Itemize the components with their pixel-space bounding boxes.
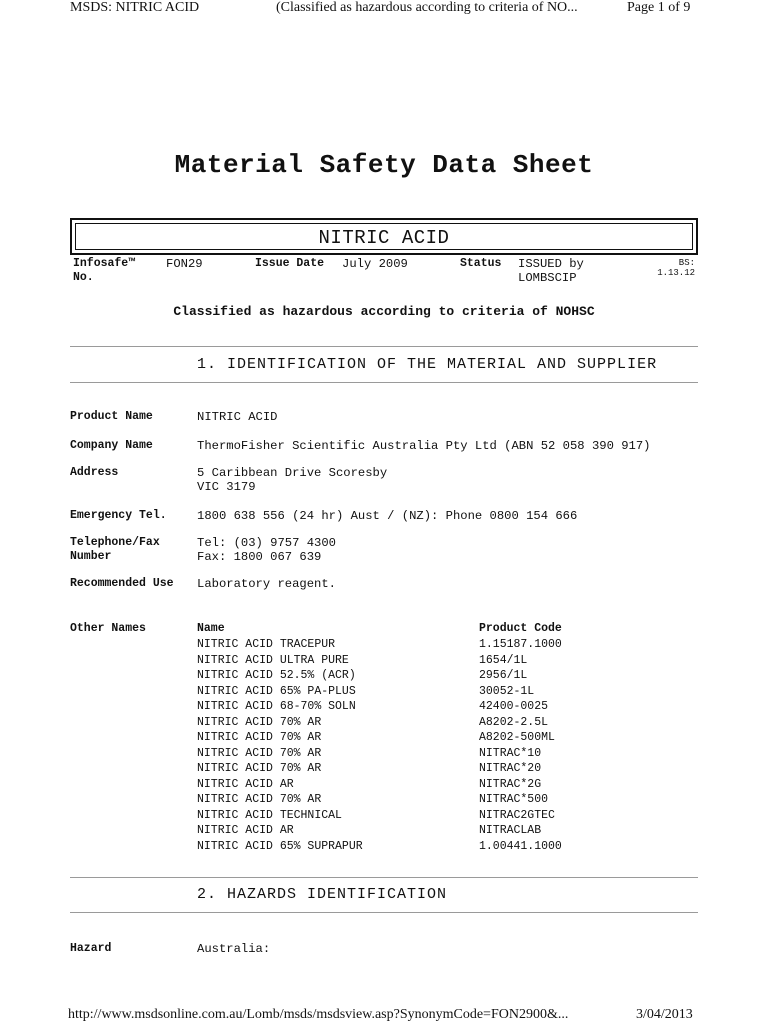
section-1-title: 1. IDENTIFICATION OF THE MATERIAL AND SUPPLIER	[197, 356, 658, 373]
other-names-col-code: Product Code	[479, 622, 562, 635]
table-row	[197, 637, 597, 653]
table-row	[197, 668, 597, 684]
hazard-value: Australia:	[197, 942, 271, 956]
other-name-cell: NITRIC ACID TRACEPUR	[197, 638, 336, 651]
other-names-col-name: Name	[197, 622, 225, 635]
table-row	[197, 653, 597, 669]
classification-statement: Classified as hazardous according to criteria of NOHSC	[173, 304, 595, 319]
product-code-cell: 2956/1L	[479, 669, 528, 682]
product-code-cell: NITRAC*10	[479, 746, 542, 760]
other-names-table	[197, 637, 597, 854]
section-divider	[70, 912, 698, 913]
bs-version: BS: 1.13.12	[657, 258, 695, 278]
product-code-cell: 1.15187.1000	[479, 638, 562, 651]
other-name-cell: NITRIC ACID 68-70% SOLN	[197, 700, 356, 713]
print-header-center: (Classified as hazardous according to criteria of NO...	[276, 0, 578, 15]
section-2-title: 2. HAZARDS IDENTIFICATION	[197, 886, 448, 903]
other-name-cell: NITRIC ACID ULTRA PURE	[197, 653, 349, 667]
table-row	[197, 839, 597, 855]
other-name-cell: NITRIC ACID 65% PA-PLUS	[197, 684, 356, 698]
address-label: Address	[70, 466, 119, 479]
recommended-use-value: Laboratory reagent.	[197, 577, 336, 591]
section-divider	[70, 382, 698, 383]
emergency-tel-value: 1800 638 556 (24 hr) Aust / (NZ): Phone 0800 154 666	[197, 509, 578, 523]
telephone-fax-value: Tel: (03) 9757 4300 Fax: 1800 067 639	[197, 536, 336, 564]
product-code-cell: NITRAC*2G	[479, 777, 542, 791]
table-row	[197, 730, 597, 746]
print-footer-date: 3/04/2013	[636, 1007, 693, 1022]
emergency-tel-label: Emergency Tel.	[70, 509, 167, 522]
table-row	[197, 746, 597, 762]
product-name-value: NITRIC ACID	[197, 410, 278, 424]
product-name-label: Product Name	[70, 410, 153, 423]
company-name-label: Company Name	[70, 439, 153, 452]
company-name-value: ThermoFisher Scientific Australia Pty Ltd (ABN 52 058 390 917)	[197, 439, 651, 453]
table-row	[197, 823, 597, 839]
other-names-label: Other Names	[70, 622, 146, 635]
other-name-cell: NITRIC ACID 52.5% (ACR)	[197, 669, 356, 682]
hazard-label: Hazard	[70, 942, 112, 955]
infosafe-label: Infosafe™ No.	[73, 257, 136, 284]
product-box-title: NITRIC ACID	[318, 227, 450, 249]
other-name-cell: NITRIC ACID 65% SUPRAPUR	[197, 839, 363, 853]
table-row	[197, 808, 597, 824]
print-footer-url: http://www.msdsonline.com.au/Lomb/msds/msdsview.asp?SynonymCode=FON2900&...	[68, 1007, 569, 1022]
table-row	[197, 684, 597, 700]
table-row	[197, 761, 597, 777]
issue-date-value: July 2009	[342, 257, 408, 271]
document-title: Material Safety Data Sheet	[174, 150, 594, 180]
recommended-use-label: Recommended Use	[70, 577, 174, 590]
product-code-cell: NITRAC*20	[479, 762, 542, 775]
other-name-cell: NITRIC ACID TECHNICAL	[197, 808, 342, 822]
other-name-cell: NITRIC ACID 70% AR	[197, 762, 322, 775]
product-code-cell: NITRACLAB	[479, 824, 542, 837]
product-code-cell: 1654/1L	[479, 653, 528, 667]
product-code-cell: A8202-500ML	[479, 731, 555, 744]
other-name-cell: NITRIC ACID 70% AR	[197, 715, 322, 729]
product-code-cell: NITRAC2GTEC	[479, 808, 555, 822]
print-header-left: MSDS: NITRIC ACID	[70, 0, 200, 15]
section-divider	[70, 346, 698, 347]
table-row	[197, 715, 597, 731]
other-name-cell: NITRIC ACID 70% AR	[197, 746, 322, 760]
other-name-cell: NITRIC ACID 70% AR	[197, 793, 322, 806]
status-label: Status	[460, 257, 502, 270]
infosafe-value: FON29	[166, 257, 203, 271]
print-header-page: Page 1 of 9	[627, 0, 691, 15]
product-code-cell: NITRAC*500	[479, 793, 549, 806]
issue-date-label: Issue Date	[255, 257, 325, 270]
table-row	[197, 777, 597, 793]
status-value: ISSUED by LOMBSCIP	[518, 257, 584, 285]
table-row	[197, 792, 597, 808]
table-row	[197, 699, 597, 715]
other-name-cell: NITRIC ACID AR	[197, 824, 294, 837]
telephone-fax-label: Telephone/Fax Number	[70, 536, 160, 563]
other-name-cell: NITRIC ACID 70% AR	[197, 731, 322, 744]
product-code-cell: 30052-1L	[479, 684, 535, 698]
product-title-box	[70, 218, 698, 255]
address-value: 5 Caribbean Drive Scoresby VIC 3179	[197, 466, 388, 494]
section-divider	[70, 877, 698, 878]
other-name-cell: NITRIC ACID AR	[197, 777, 294, 791]
product-code-cell: 1.00441.1000	[479, 839, 562, 853]
product-code-cell: 42400-0025	[479, 700, 549, 713]
product-code-cell: A8202-2.5L	[479, 715, 549, 729]
